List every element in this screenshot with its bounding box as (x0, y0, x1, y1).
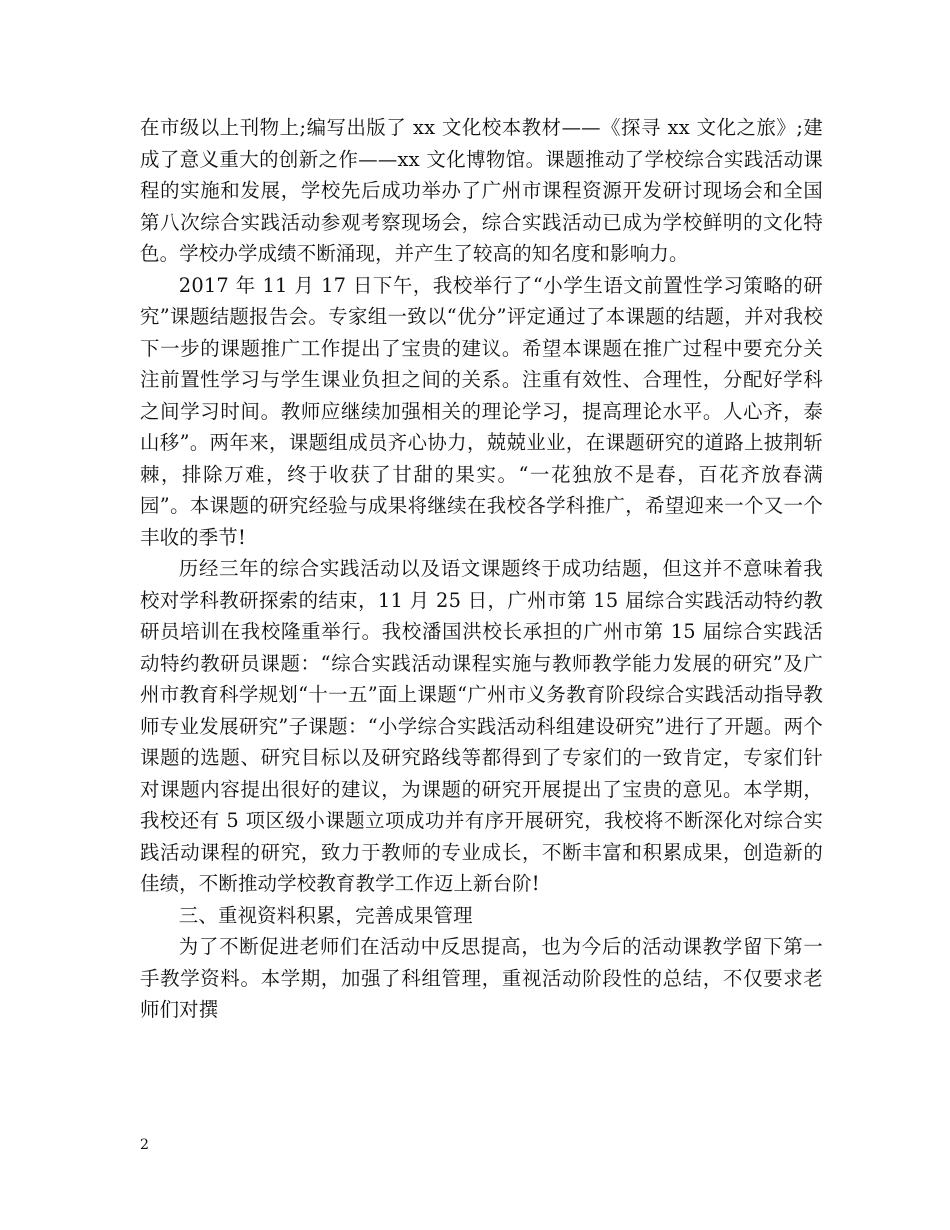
page-number: 2 (140, 1137, 149, 1153)
paragraph-4: 为了不断促进老师们在活动中反思提高，也为今后的活动课教学留下第一手教学资料。本学期，加强了科组管理，重视活动阶段性的总结，不仅要求老师们对撰 (140, 935, 823, 1021)
paragraph-3: 历经三年的综合实践活动以及语文课题终于成功结题，但这并不意味着我校对学科教研探索的结束，11 月 25 日，广州市第 15 届综合实践活动特约教研员培训在我校隆重举行。我校潘国洪校长承担的广州市第 15 届综合实践活动特约教研员课题：“综合实践活动课程实施与教师教学能力发展的研究”及广州市教育科学规划“十一五”面上课题“广州市义务教育阶段综合实践活动指导教师专业发展研究”子课题：“小学综合实践活动科组建设研究”进行了开题。两个课题的选题、研究目标以及研究路线等都得到了专家们的一致肯定，专家们针对课题内容提出很好的建议，为课题的研究开展提出了宝贵的意见。本学期，我校还有 5 项区级小课题立项成功并有序开展研究，我校将不断深化对综合实践活动课程的研究，致力于教师的专业成长，不断丰富和积累成果，创造新的佳绩，不断推动学校教育教学工作迈上新台阶! (140, 557, 823, 895)
section-heading: 三、重视资料积累，完善成果管理 (178, 903, 473, 927)
paragraph-1: 在市级以上刊物上;编写出版了 xx 文化校本教材——《探寻 xx 文化之旅》;建成了意义重大的创新之作——xx 文化博物馆。课题推动了学校综合实践活动课程的实施和发展，学校先后成功举办了广州市课程资源开发研讨现场会和全国第八次综合实践活动参观考察现场会，综合实践活动已成为学校鲜明的文化特色。学校办学成绩不断涌现，并产生了较高的知名度和影响力。 (140, 116, 823, 265)
document-body (140, 112, 823, 1026)
paragraph-2: 2017 年 11 月 17 日下午，我校举行了“小学生语文前置性学习策略的研究”课题结题报告会。专家组一致以“优分”评定通过了本课题的结题，并对我校下一步的课题推广工作提出了宝贵的建议。希望本课题在推广过程中要充分关注前置性学习与学生课业负担之间的关系。注重有效性、合理性，分配好学科之间学习时间。教师应继续加强相关的理论学习，提高理论水平。人心齐，泰山移”。两年来，课题组成员齐心协力，兢兢业业，在课题研究的道路上披荆斩棘，排除万难，终于收获了甘甜的果实。“一花独放不是春，百花齐放春满园”。本课题的研究经验与成果将继续在我校各学科推广，希望迎来一个又一个丰收的季节! (140, 273, 823, 549)
